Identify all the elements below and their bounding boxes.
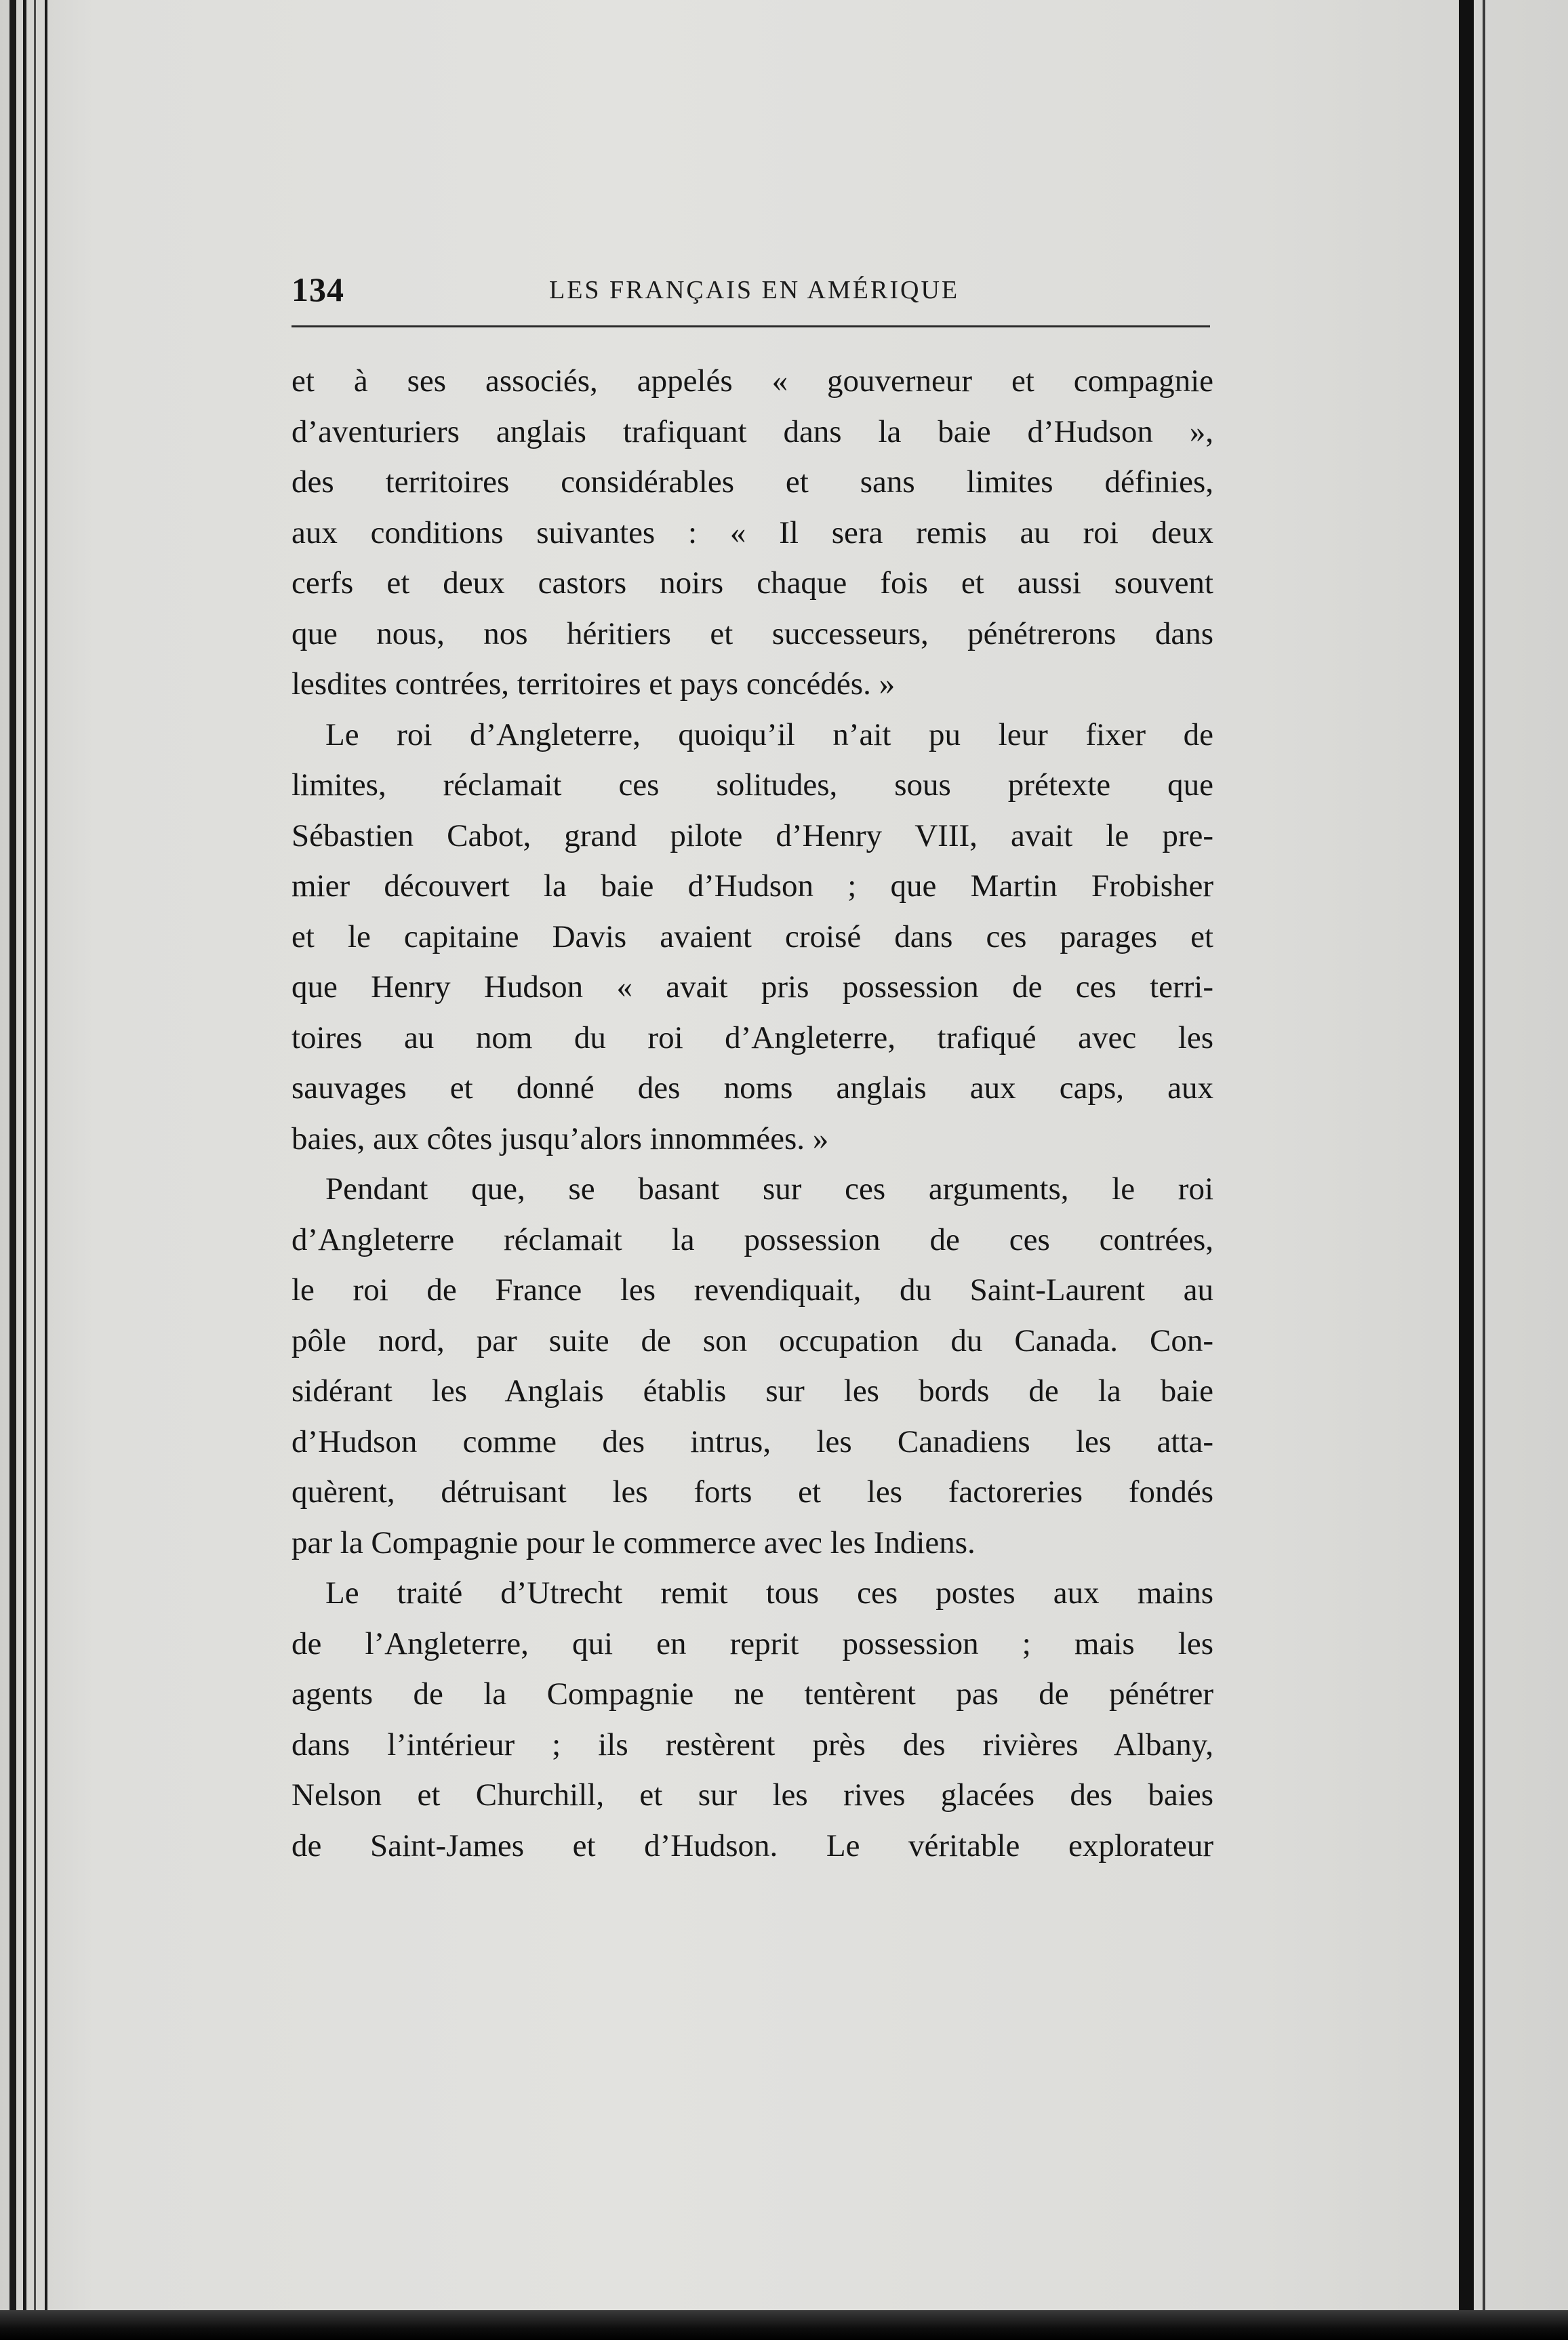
binding-edge-line xyxy=(45,0,47,2318)
page-edge-right-thin xyxy=(1483,0,1485,2340)
page-header xyxy=(292,258,1213,319)
text-line: Le roi d’Angleterre, quoiqu’il n’ait pu leur fixer de xyxy=(325,717,1213,752)
text-line: sauvages et donné des noms anglais aux caps, aux xyxy=(292,1070,1213,1106)
text-line: baies, aux côtes jusqu’alors innommées. » xyxy=(292,1121,829,1156)
binding-edge-line xyxy=(34,0,36,2318)
binding-edge-line xyxy=(9,0,16,2318)
text-line: que Henry Hudson « avait pris possession de ces terri- xyxy=(292,969,1213,1005)
text-line: limites, réclamait ces solitudes, sous prétexte que xyxy=(292,767,1213,803)
body-text xyxy=(292,356,1213,1871)
text-line: et le capitaine Davis avaient croisé dans ces parages et xyxy=(292,919,1213,954)
text-line: d’Hudson comme des intrus, les Canadiens les atta- xyxy=(292,1424,1213,1459)
book-page xyxy=(292,258,1213,1863)
text-line: Nelson et Churchill, et sur les rives glacées des baies xyxy=(292,1777,1213,1813)
text-line: cerfs et deux castors noirs chaque fois et aussi souvent xyxy=(292,565,1213,601)
text-line: Sébastien Cabot, grand pilote d’Henry VIII, avait le pre- xyxy=(292,818,1213,853)
text-line: de Saint-James et d’Hudson. Le véritable explorateur xyxy=(292,1828,1213,1863)
page-number: 134 xyxy=(292,270,344,308)
text-line: des territoires considérables et sans limites définies, xyxy=(292,464,1213,500)
text-line: Pendant que, se basant sur ces arguments, le roi xyxy=(325,1171,1213,1207)
header-rule xyxy=(292,325,1210,327)
page-edge-bottom xyxy=(0,2310,1568,2340)
text-line: toires au nom du roi d’Angleterre, trafiqué avec les xyxy=(292,1020,1213,1055)
text-line: pôle nord, par suite de son occupation du Canada. Con- xyxy=(292,1323,1213,1358)
text-line: le roi de France les revendiquait, du Saint-Laurent au xyxy=(292,1272,1213,1308)
text-line: dans l’intérieur ; ils restèrent près des rivières Albany, xyxy=(292,1727,1213,1762)
text-line: Le traité d’Utrecht remit tous ces postes aux mains xyxy=(325,1575,1213,1611)
text-line: d’aventuriers anglais trafiquant dans la baie d’Hudson », xyxy=(292,413,1213,449)
binding-edge-line xyxy=(23,0,26,2318)
text-line: lesdites contrées, territoires et pays concédés. » xyxy=(292,666,896,702)
page-edge-right xyxy=(1459,0,1474,2340)
text-line: quèrent, détruisant les forts et les factoreries fondés xyxy=(292,1474,1213,1510)
text-line: d’Angleterre réclamait la possession de ces contrées, xyxy=(292,1222,1213,1257)
text-line: aux conditions suivantes : « Il sera remis au roi deux xyxy=(292,515,1213,550)
text-line: et à ses associés, appelés « gouverneur et compagnie xyxy=(292,363,1213,399)
text-line: agents de la Compagnie ne tentèrent pas de pénétrer xyxy=(292,1676,1213,1712)
text-line: sidérant les Anglais établis sur les bords de la baie xyxy=(292,1373,1213,1409)
running-title: LES FRANÇAIS EN AMÉRIQUE xyxy=(549,276,960,304)
text-line: mier découvert la baie d’Hudson ; que Martin Frobisher xyxy=(292,868,1213,904)
text-line: de l’Angleterre, qui en reprit possession ; mais les xyxy=(292,1626,1213,1661)
text-line: par la Compagnie pour le commerce avec les Indiens. xyxy=(292,1525,976,1560)
text-line: que nous, nos héritiers et successeurs, pénétrerons dans xyxy=(292,616,1213,651)
